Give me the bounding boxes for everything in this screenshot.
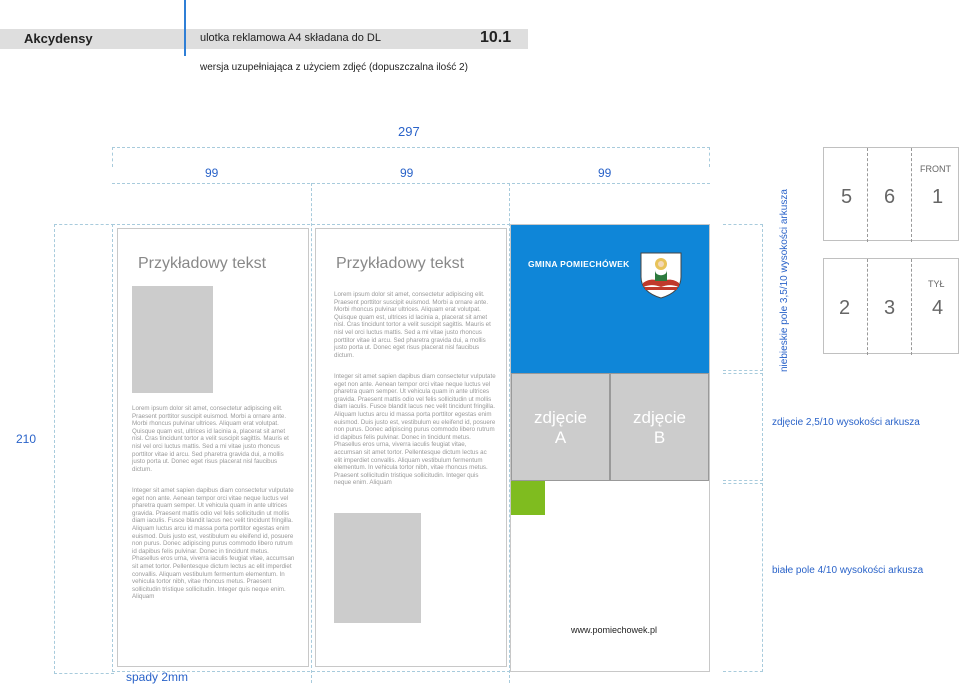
panel-left-text-1: Lorem ipsum dolor sit amet, consectetur adipiscing elit. Praesent porttitor suscipit euismod. Morbi a ornare ante. Morbi rhoncus pulvinar ultrices. Aliquam erat volutpat. Quisque quam est, ultrices id lacinia a, placerat sit amet nisl. Cras tincidunt tortor a velit suscipit sagittis. Mauris et nisl vel orci luctus mattis. Sed a mi vitae justo rhoncus porttitor vitae id arcu. Sed pharetra gravida dui, a mollis justo porta ut. Donec eget risus placerat nisl faucibus dictum. xyxy=(132,405,289,473)
panel-a-width: 99 xyxy=(205,166,219,180)
panel-middle xyxy=(315,228,507,667)
fold-diagram-back xyxy=(823,258,959,354)
fold-panel-1: 1 xyxy=(932,186,944,208)
width-guide xyxy=(112,147,710,148)
header-divider xyxy=(184,0,186,56)
white-field-bracket xyxy=(723,483,763,672)
coat-of-arms-icon xyxy=(639,251,683,299)
fold-diagram-front xyxy=(823,147,959,241)
guide-tick xyxy=(112,147,113,167)
green-accent xyxy=(511,481,545,515)
fold-panel-5: 5 xyxy=(841,186,853,208)
panel-b-width: 99 xyxy=(400,166,414,180)
width-label: 297 xyxy=(398,124,420,139)
fold-panel-6: 6 xyxy=(884,186,896,208)
fold-front-label: FRONT xyxy=(920,164,951,174)
height-label: 210 xyxy=(16,432,37,446)
fold-line xyxy=(867,259,868,355)
fold-panel-3: 3 xyxy=(884,297,896,319)
fold-line xyxy=(867,148,868,242)
photo-a: zdjęcie A xyxy=(511,373,610,481)
panel-left-text-2: Integer sit amet sapien dapibus diam consectetur vulputate eget non ante. Aenean tempor orci vitae neque luctus vel pharetra quam semper. Ut vehicula quam in ante ultrices gravida. Praesent mattis odio vel felis sollicitudin ut mollis diam iaculis. Fusce blandit lacus nec velit tincidunt fringilla. Aliquam luctus arcu id massa porta porttitor egestas enim euismod. Duis justo est, vestibulum eu eleifend id, posuere non purus. Donec adipiscing purus commodo libero rutrum id dapibus felis pulvinar. Donec in tincidunt metus. Phasellus eros urna, viverra iaculis feugiat vitae, accumsan sit amet tortor. Pellentesque dictum lectus ac elit imperdiet convallis. Aliquam vestibulum fermentum elementum. In vehicula tortor nibh, vitae rhoncus metus. Praesent sollicitudin tristique sollicitudin. Integer quis neque enim. Aliquam xyxy=(132,487,295,601)
fold-line xyxy=(911,148,912,242)
blue-field-note: niebieskie pole 3,5/10 wysokości arkusza xyxy=(779,189,790,372)
guide-tick xyxy=(709,147,710,167)
panel-mid-text-2: Integer sit amet sapien dapibus diam consectetur vulputate eget non ante. Aenean tempor orci vitae neque luctus vel pharetra quam semper. Ut vehicula quam in ante ultrices gravida. Praesent mattis odio vel felis sollicitudin ut mollis diam iaculis. Fusce blandit lacus nec velit tincidunt fringilla. Aliquam luctus arcu id massa porta porttitor egestas enim euismod. Duis justo est, vestibulum eu eleifend id, posuere non purus. Donec adipiscing purus commodo libero rutrum id dapibus felis pulvinar. Donec in tincidunt metus. Phasellus eros urna, viverra iaculis feugiat vitae, accumsan sit amet tortor. Pellentesque dictum lectus ac elit imperdiet convallis. Aliquam vestibulum fermentum elementum. In vehicula tortor nibh, vitae rhoncus metus. Praesent sollicitudin tristique sollicitudin. Integer quis neque enim. Aliquam xyxy=(334,373,496,487)
website-url: www.pomiechowek.pl xyxy=(571,625,658,635)
panel-right xyxy=(510,224,710,672)
bleed-label: spady 2mm xyxy=(126,670,189,684)
image-placeholder xyxy=(334,513,421,623)
panel-c-width: 99 xyxy=(598,166,612,180)
photo-field-bracket xyxy=(723,373,763,481)
height-guide xyxy=(54,224,114,674)
fold-back-label: TYŁ xyxy=(928,279,945,289)
image-placeholder xyxy=(132,286,213,393)
photo-b: zdjęcie B xyxy=(610,373,709,481)
fold-panel-2: 2 xyxy=(839,297,851,319)
photo-field-note: zdjęcie 2,5/10 wysokości arkusza xyxy=(772,417,920,428)
fold-line xyxy=(911,259,912,355)
brand-name: GMINA POMIECHÓWEK xyxy=(528,259,630,269)
header-number: 10.1 xyxy=(480,29,512,46)
panel-left-title: Przykładowy tekst xyxy=(138,255,267,272)
panel-mid-text-1: Lorem ipsum dolor sit amet, consectetur adipiscing elit. Praesent porttitor suscipit euismod. Morbi a ornare ante. Morbi rhoncus pulvinar ultrices. Aliquam erat volutpat. Quisque quam est, ultrices id lacinia a, placerat sit amet nisl. Cras tincidunt tortor a velit suscipit sagittis. Mauris et nisl vel orci luctus mattis. Sed a mi vitae justo rhoncus porttitor vitae id arcu. Sed pharetra gravida dui, a mollis justo porta ut. Donec eget risus placerat nisl faucibus dictum. xyxy=(334,291,491,359)
header-title: Akcydensy xyxy=(24,31,93,46)
blue-field-bracket xyxy=(723,224,763,371)
panel-mid-title: Przykładowy tekst xyxy=(336,255,465,272)
panel-guide xyxy=(112,183,710,184)
fold-panel-4: 4 xyxy=(932,297,944,319)
header-note: wersja uzupełniająca z użyciem zdjęć (dopuszczalna ilość 2) xyxy=(200,62,468,73)
panel-left xyxy=(117,228,309,667)
white-field-note: białe pole 4/10 wysokości arkusza xyxy=(772,565,924,576)
header-subtitle: ulotka reklamowa A4 składana do DL xyxy=(200,32,381,44)
